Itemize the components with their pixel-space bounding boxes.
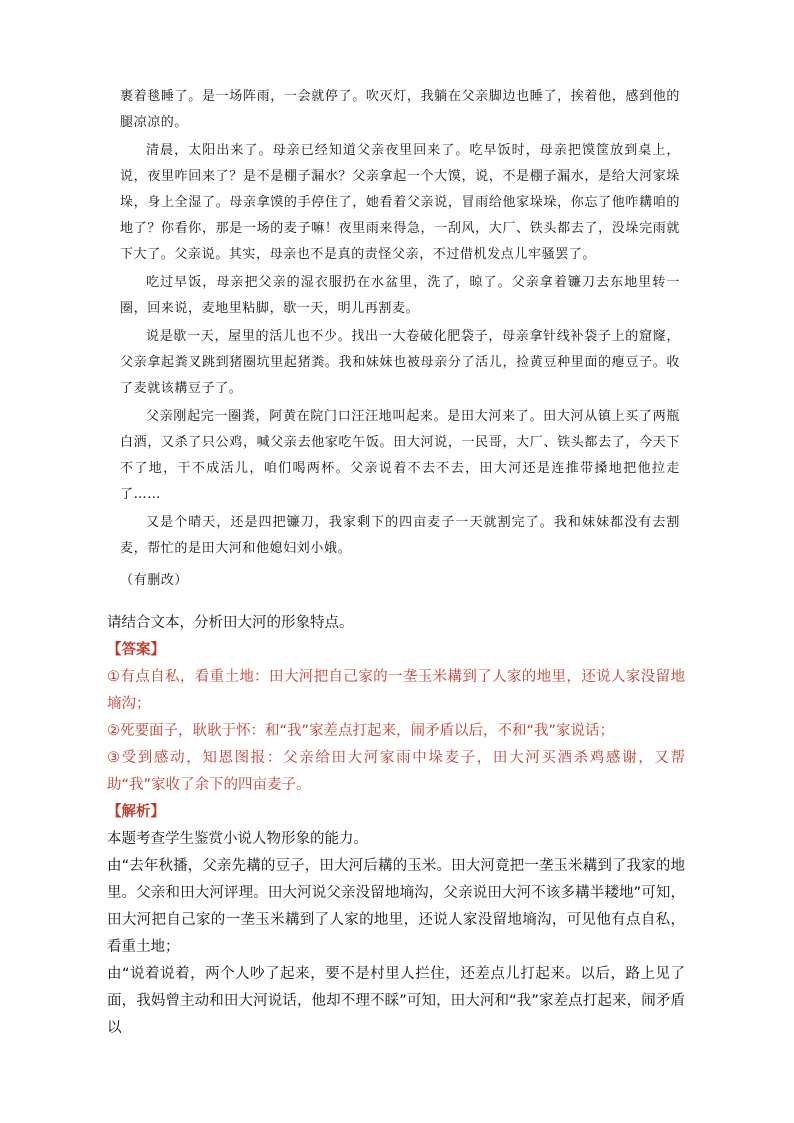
story-passage	[120, 84, 680, 596]
analysis-paragraph-3: 由“说着说着，两个人吵了起来，要不是村里人拦住，还差点儿打起来。以后，路上见了面，我妈曾主动和田大河说话，他却不理不睬”可知，田大河和“我”家差点打起来，闹矛盾以	[107, 966, 685, 1036]
analysis-paragraph-2: 由“去年秋播，父亲先耩的豆子，田大河后耩的玉米。田大河竟把一垄玉米耩到了我家的地里。父亲和田大河评理。田大河说父亲没留地墒沟，父亲说田大河不该多耩半耧地”可知，田大河把自己家的一垄玉米耩到了人家的地里，还说人家没留地墒沟，可见他有点自私，看重土地；	[107, 858, 685, 955]
analysis-paragraph-1: 本题考查学生鉴赏小说人物形象的能力。	[107, 831, 368, 847]
answer-item-3: ③受到感动，知恩图报：父亲给田大河家雨中垛麦子，田大河买酒杀鸡感谢，又帮助“我”家收了余下的四亩麦子。	[107, 750, 685, 793]
passage-paragraph-6: 又是个晴天，还是四把镰刀，我家剩下的四亩麦子一天就割完了。我和妹妹都没有去割麦，帮忙的是田大河和他媳妇刘小娥。	[120, 515, 680, 556]
passage-paragraph-3: 吃过早饭，母亲把父亲的湿衣服扔在水盆里，洗了，晾了。父亲拿着镰刀去东地里转一圈，回来说，麦地里粘脚，歇一天，明儿再割麦。	[120, 275, 680, 316]
question-answer-section	[107, 610, 685, 1042]
analysis-label: 【解析】	[107, 804, 165, 820]
passage-paragraph-4: 说是歇一天，屋里的活儿也不少。找出一大卷破化肥袋子，母亲拿针线补袋子上的窟窿，父亲拿起粪叉跳到猪圈坑里起猪粪。我和妹妹也被母亲分了活儿，捡黄豆种里面的瘪豆子。收了麦就该耩豆子了。	[120, 329, 680, 396]
passage-paragraph-5: 父亲刚起完一圈粪，阿黄在院门口汪汪地叫起来。是田大河来了。田大河从镇上买了两瓶白酒，又杀了只公鸡，喊父亲去他家吃午饭。田大河说，一民哥，大厂、铁头都去了，今天下不了地，干不成活儿，咱们喝两杯。父亲说着不去不去，田大河还是连推带搡地把他拉走了……	[120, 409, 680, 502]
answer-label: 【答案】	[107, 642, 165, 658]
source-note: （有删改）	[120, 573, 189, 588]
answer-item-1: ①有点自私，看重土地：田大河把自己家的一垄玉米耩到了人家的地里，还说人家没留地墒沟；	[107, 669, 685, 712]
answer-item-2: ②死要面子，耿耿于怀：和“我”家差点打起来，闹矛盾以后，不和“我”家说话；	[107, 723, 615, 739]
passage-paragraph-1: 裹着毯睡了。是一场阵雨，一会就停了。吹灭灯，我躺在父亲脚边也睡了，挨着他，感到他的腿凉凉的。	[120, 89, 680, 130]
passage-paragraph-2: 清晨，太阳出来了。母亲已经知道父亲夜里回来了。吃早饭时，母亲把馍筐放到桌上，说，夜里咋回来了？是不是棚子漏水？父亲拿起一个大馍，说，不是棚子漏水，是给大河家垛垛，身上全湿了。母亲拿馍的手停住了，她看着父亲说，冒雨给他家垛垛，你忘了他咋耩咱的地了？你看你，那是一场的麦子嘛！夜里雨来得急，一刮风，大厂、铁头都去了，没垛完雨就下大了。父亲说。其实，母亲也不是真的责怪父亲，不过借机发点儿牢骚罢了。	[120, 143, 680, 262]
question-text: 请结合文本，分析田大河的形象特点。	[107, 615, 354, 631]
